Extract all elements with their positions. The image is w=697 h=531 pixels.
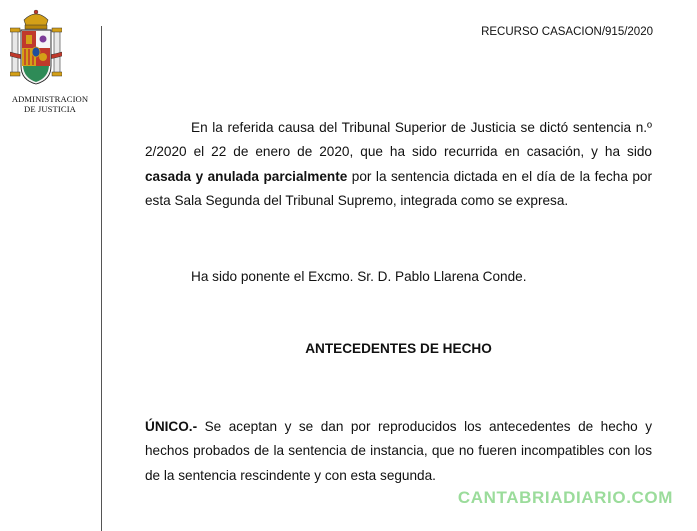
institution-line-2: DE JUSTICIA	[24, 104, 76, 114]
paragraph-unico	[145, 415, 652, 488]
paragraph1-text-a: En la referida causa del Tribunal Superior de Justicia se dictó sentencia n.º 2/2020 el 22 de enero de 2020, que ha sido recurrida en casación, y ha sido	[145, 120, 652, 160]
paragraph1-text-b: por la sentencia dictada en el día de la fecha por esta Sala Segunda del Tribunal Supremo, integrada como se expresa.	[145, 168, 652, 209]
paragraph3-text: Se aceptan y se dan por reproducidos los antecedentes de hecho y hechos probados de la sentencia de instancia, que no fueren incompatibles con los de la sentencia rescindente y con esta segunda.	[145, 419, 652, 483]
paragraph1-bold: casada y anulada parcialmente	[145, 168, 348, 184]
case-reference: RECURSO CASACION/915/2020	[481, 26, 653, 38]
paragraph3-bold: ÚNICO.-	[145, 419, 198, 434]
margin-rule	[101, 26, 102, 531]
site-watermark: CANTABRIADIARIO.COM	[457, 488, 673, 507]
paragraph-sentence-info	[145, 116, 652, 214]
institution-line-1: ADMINISTRACION	[11, 94, 89, 104]
section-heading: ANTECEDENTES DE HECHO	[305, 341, 492, 356]
institution-label	[6, 94, 94, 114]
coat-of-arms-icon	[10, 8, 62, 94]
paragraph-ponente: Ha sido ponente el Excmo. Sr. D. Pablo Llarena Conde.	[191, 269, 527, 284]
